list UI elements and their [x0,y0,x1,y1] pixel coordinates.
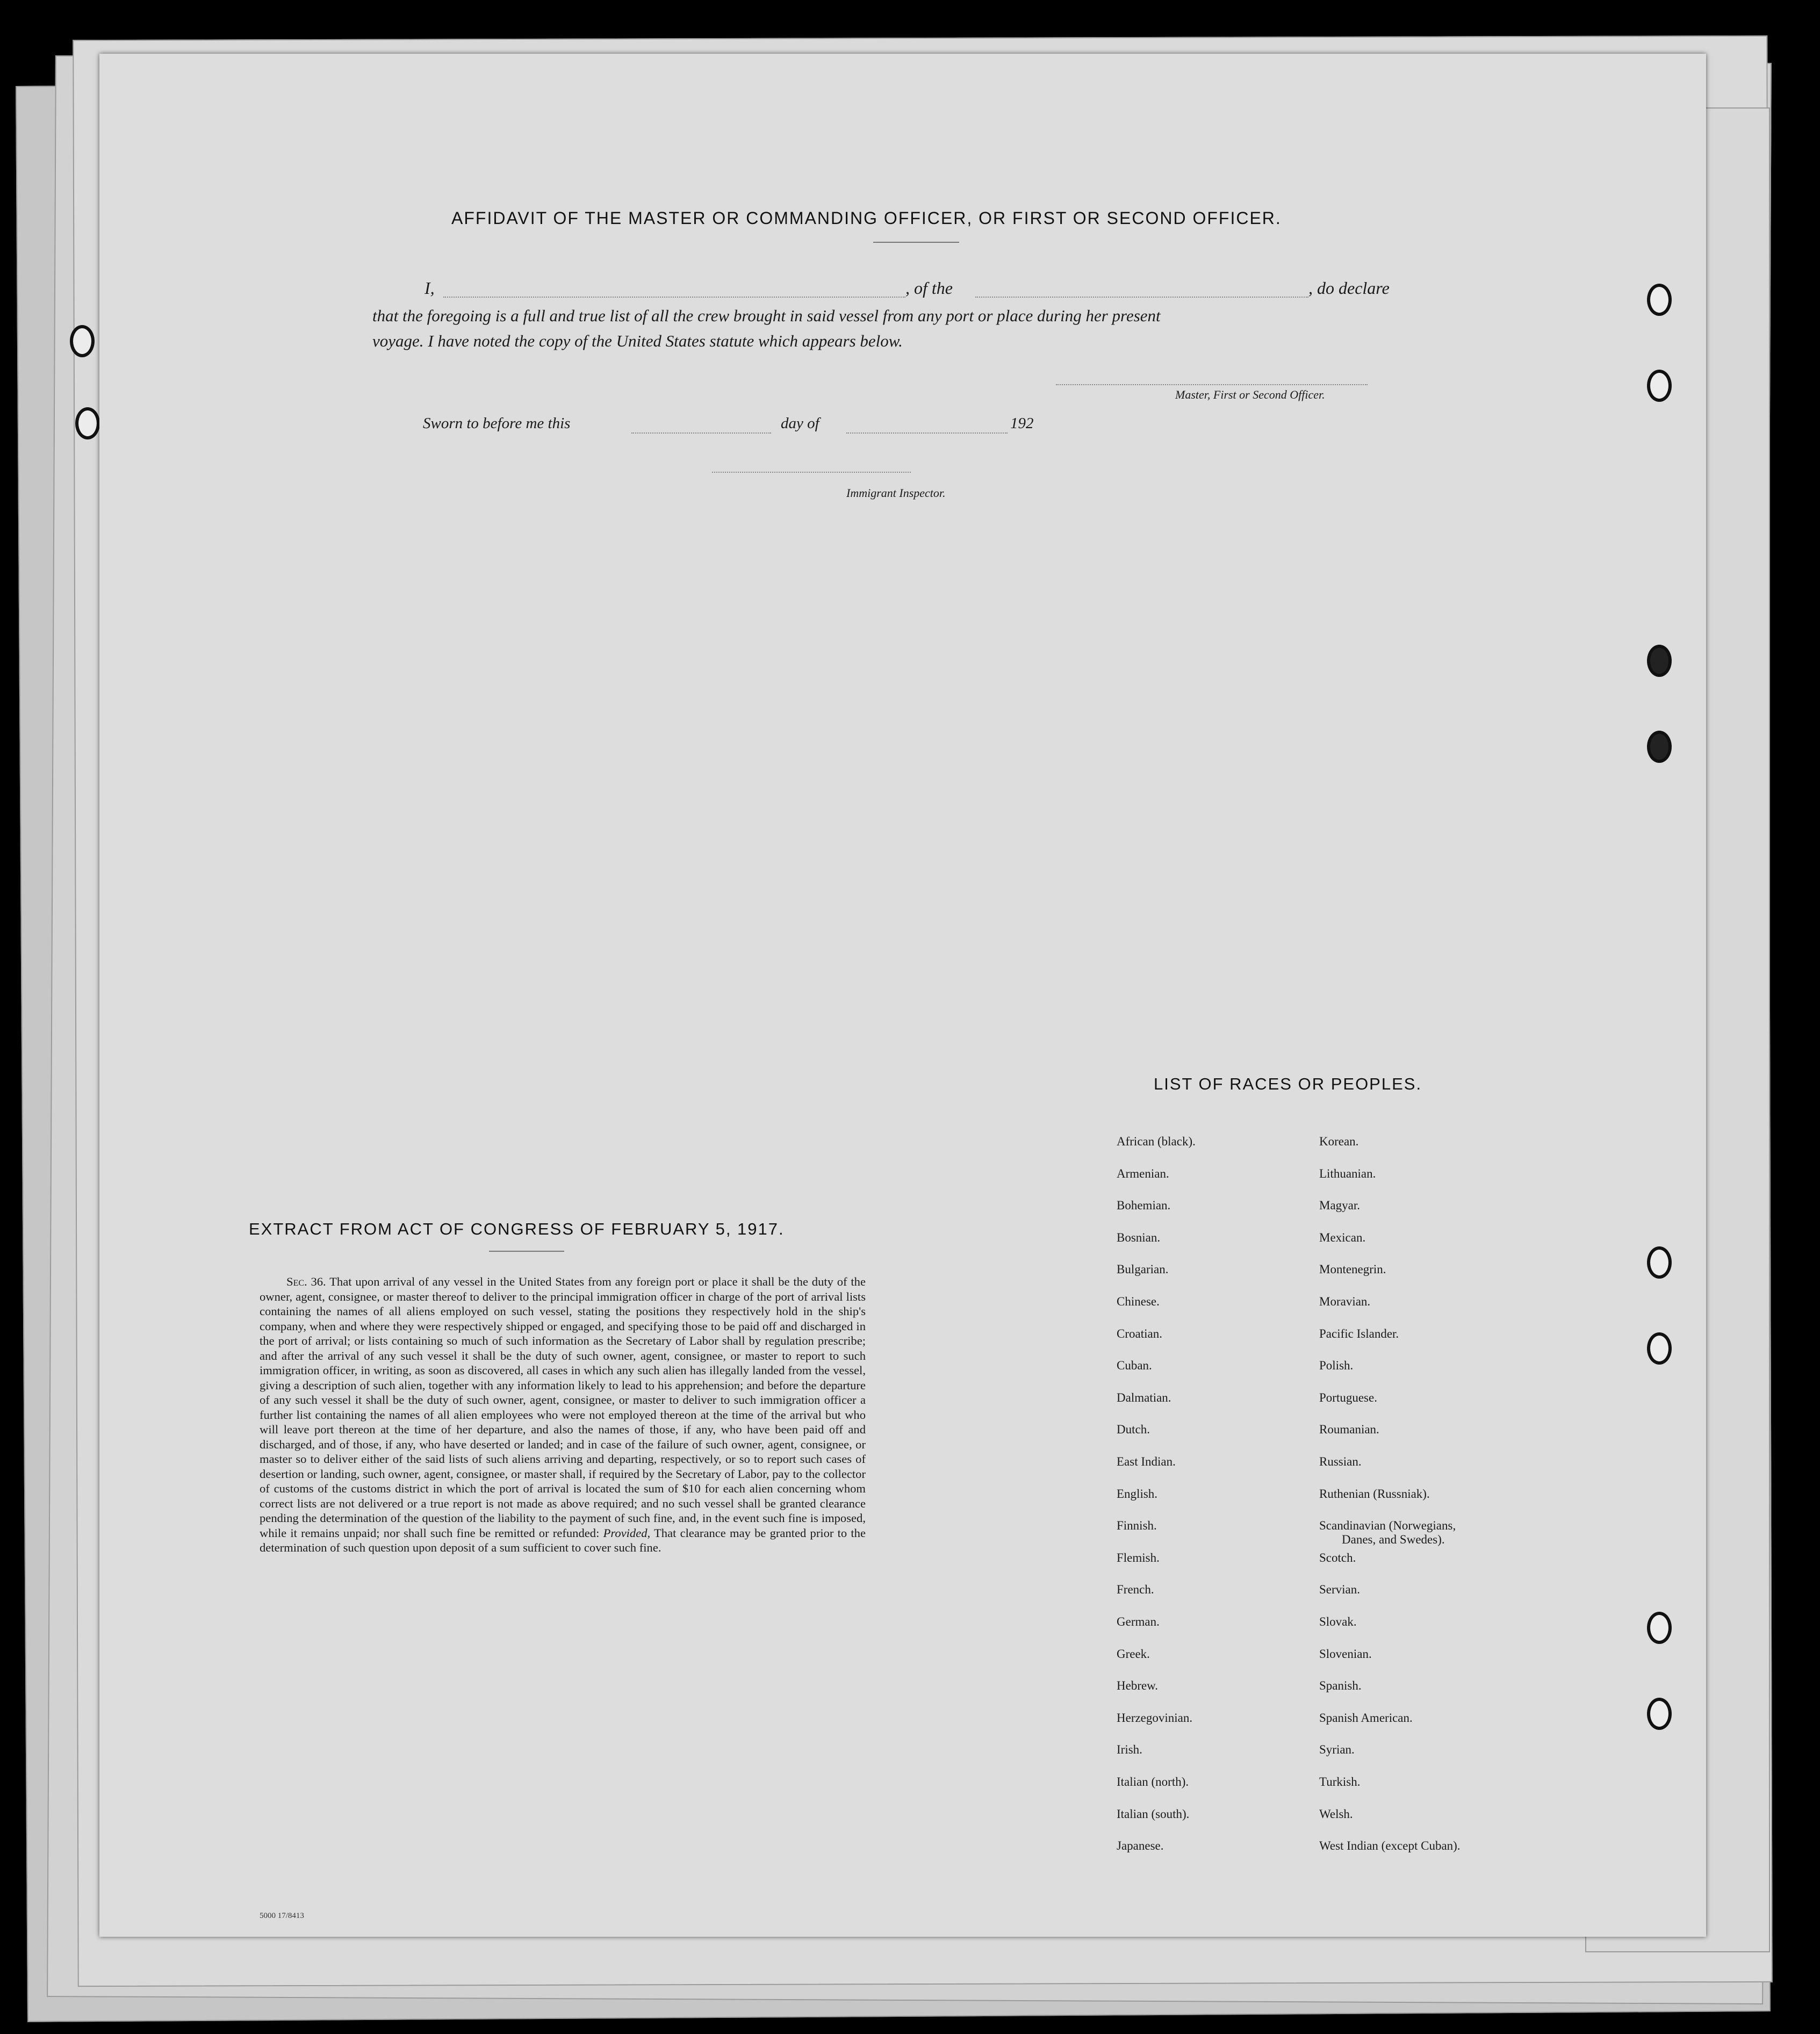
race-item-continuation: Danes, and Swedes). [1342,1533,1445,1547]
race-item: English. [1117,1487,1158,1501]
race-item: Roumanian. [1319,1423,1379,1437]
race-item: Chinese. [1117,1295,1160,1308]
race-item: Welsh. [1319,1807,1353,1821]
name-blank [443,297,905,298]
affidavit-title: AFFIDAVIT OF THE MASTER OR COMMANDING OFFICER, OR FIRST OR SECOND OFFICER. [451,208,1282,228]
race-item: Dalmatian. [1117,1390,1171,1404]
section-number: Sec. 36. [286,1275,326,1288]
race-item: East Indian. [1117,1455,1176,1468]
binder-hole-icon [1647,1612,1672,1644]
binder-hole-icon [1647,1332,1672,1365]
print-code: 5000 17/8413 [260,1912,304,1920]
affidavit-line-3: voyage. I have noted the copy of the United States statute which appears below. [372,331,903,350]
affidavit-do-declare: , do declare [1308,278,1390,298]
binder-hole-icon [70,325,95,357]
affidavit-line-2: that the foregoing is a full and true list of all the crew brought in said vessel from any port or place during her present [372,306,1161,325]
race-item: Korean. [1319,1135,1359,1148]
race-item: Italian (south). [1117,1807,1190,1821]
race-item: Herzegovinian. [1117,1711,1193,1725]
races-title: LIST OF RACES OR PEOPLES. [1154,1074,1422,1093]
signature-label: Master, First or Second Officer. [1175,388,1325,401]
act-text-part-2: That clearance may be granted prior to the determination of such question upon deposit of a sum sufficient to cover such fine. [260,1526,866,1554]
document-page [99,54,1706,1937]
race-item: Russian. [1319,1455,1362,1468]
race-item: Hebrew. [1117,1679,1159,1693]
race-item: Bosnian. [1117,1230,1161,1244]
race-item: Mexican. [1319,1230,1366,1244]
race-item: Scotch. [1319,1550,1356,1564]
race-item: Moravian. [1319,1295,1371,1308]
race-item: African (black). [1117,1135,1196,1148]
race-item: Slovenian. [1319,1647,1372,1661]
binder-hole-icon [1647,645,1672,677]
race-item: Italian (north). [1117,1775,1189,1788]
affidavit-i: I, [425,278,435,298]
race-item: Magyar. [1319,1199,1361,1213]
binder-hole-icon [1647,284,1672,316]
inspector-label: Immigrant Inspector. [846,486,946,500]
day-blank [631,432,771,434]
race-item: Finnish. [1117,1519,1157,1533]
race-item: Flemish. [1117,1550,1160,1564]
race-item: French. [1117,1583,1154,1597]
race-item: Spanish American. [1319,1711,1413,1725]
extract-underline [489,1251,564,1252]
race-item: Montenegrin. [1319,1263,1386,1276]
act-text-part-1: That upon arrival of any vessel in the United States from any foreign port or place it shall be the duty of the owner, agent, consignee, or master thereof to deliver to the principal immigration officer in charge of the port of arrival lists containing the names of all aliens employed on such vessel, stating the positions they respectively hold in the ship's company, when and where they were respectively shipped or engaged, and specifying those to be paid off and discharged in the port of arrival; or lists containing so much of such information as the Secretary of Labor shall by regulation prescribe; and after the arrival of any such vessel it shall be the duty of such owner, agent, consignee, or master to report to such immigration officer, in writing, as soon as discovered, all cases in which any such alien has illegally landed from the vessel, giving a description of such alien, together with any information likely to lead to his apprehension; and before the departure of any such vessel it shall be the duty of such owner, agent, consignee, or master to deliver to such immigration officer a further list containing the names of all alien employees who were not employed thereon at the time of the arrival but who will leave port thereon at the time of her departure, and also the names of those, if any, who have been paid off and discharged, and of those, if any, who have deserted or landed; and in case of the failure of such owner, agent, consignee, or master so to deliver either of the said lists of such aliens arriving and departing, respectively, or so to report such cases of desertion or landing, such owner, agent, consignee, or master shall, if required by the Secretary of Labor, pay to the collector of customs of the customs district in which the port of arrival is located the sum of $10 for each alien concerning whom correct lists are not delivered or a true report is not made as above required; and no such vessel shall be granted clearance pending the determination of the question of the liability to the payment of such fine, and, in the event such fine is imposed, while it remains unpaid; nor shall such fine be remitted or refunded: [260,1275,866,1540]
extract-title: EXTRACT FROM ACT OF CONGRESS OF FEBRUARY 5, 1917. [249,1220,785,1238]
race-item: Lithuanian. [1319,1166,1376,1180]
binder-hole-icon [1647,1246,1672,1279]
day-of-text: day of [781,415,819,432]
race-item: Bohemian. [1117,1199,1171,1213]
act-section-36-text [260,1274,866,1555]
signature-blank [1056,384,1368,385]
race-item: Ruthenian (Russniak). [1319,1487,1430,1501]
race-item: Japanese. [1117,1839,1164,1853]
race-item: Spanish. [1319,1679,1362,1693]
title-underline [873,242,959,243]
race-item: Greek. [1117,1647,1150,1661]
race-item: West Indian (except Cuban). [1319,1839,1461,1853]
affidavit-of-the: , of the [905,278,953,298]
race-item: Portuguese. [1319,1390,1377,1404]
binder-hole-icon [1647,1698,1672,1730]
race-item: Scandinavian (Norwegians, [1319,1519,1456,1533]
inspector-blank [712,472,911,473]
race-item: Dutch. [1117,1423,1150,1437]
race-item: Syrian. [1319,1743,1355,1757]
race-item: Armenian. [1117,1166,1169,1180]
race-item: Servian. [1319,1583,1361,1597]
year-text: 192 [1010,415,1034,432]
race-item: Turkish. [1319,1775,1361,1788]
binder-hole-icon [75,407,100,439]
sworn-text: Sworn to before me this [423,415,571,432]
race-item: Croatian. [1117,1326,1162,1340]
race-item: Bulgarian. [1117,1263,1169,1276]
month-blank [846,432,1008,434]
binder-hole-icon [1647,731,1672,763]
race-item: Irish. [1117,1743,1142,1757]
binder-hole-icon [1647,370,1672,402]
race-item: Cuban. [1117,1359,1152,1373]
race-item: Pacific Islander. [1319,1326,1399,1340]
race-item: Polish. [1319,1359,1354,1373]
race-item: German. [1117,1615,1160,1628]
vessel-blank [975,297,1308,298]
race-item: Slovak. [1319,1615,1357,1628]
provided-word: Provided, [603,1526,651,1540]
